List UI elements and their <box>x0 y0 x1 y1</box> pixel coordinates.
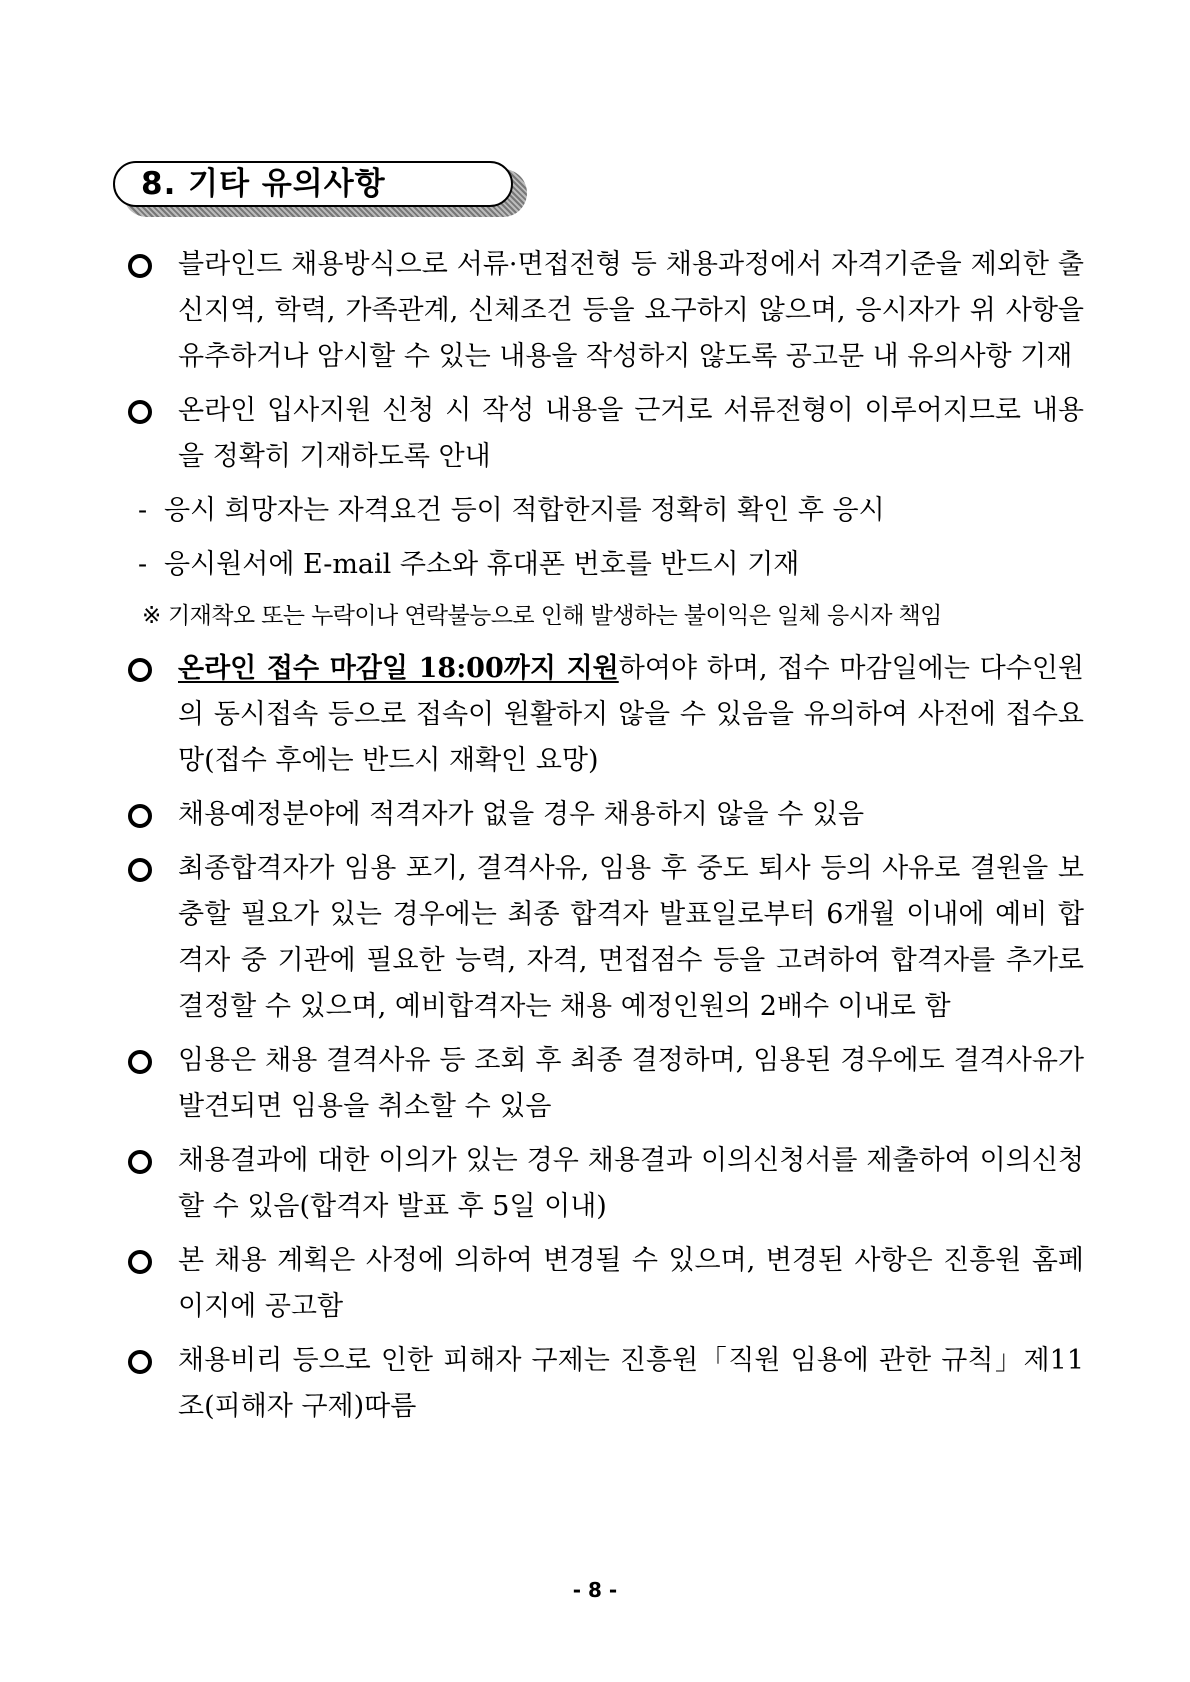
notice-text: 온라인 입사지원 신청 시 작성 내용을 근거로 서류전형이 이루어지므로 내용을 정확히 기재하도록 안내 <box>178 395 1084 472</box>
notice-list <box>128 242 1084 1438</box>
notice-text: 채용결과에 대한 이의가 있는 경우 채용결과 이의신청서를 제출하여 이의신청 할 수 있음(합격자 발표 후 5일 이내) <box>178 1145 1084 1222</box>
circle-bullet-icon <box>128 1250 152 1274</box>
notice-text: 최종합격자가 임용 포기, 결격사유, 임용 후 중도 퇴사 등의 사유로 결원을 보충할 필요가 있는 경우에는 최종 합격자 발표일로부터 6개월 이내에 예비 합격자 중 기관에 필요한 능력, 자격, 면접점수 등을 고려하여 합격자를 추가로 결정할 수 있으며, 예비합격자는 채용 예정인원의 2배수 이내로 함 <box>178 853 1084 1022</box>
note-applicant-responsibility <box>128 596 1084 636</box>
notice-item-reserve-candidates <box>128 846 1084 1030</box>
section-header <box>113 161 527 215</box>
dash-bullet: - <box>138 549 148 580</box>
note-text: 기재착오 또는 누락이나 연락불능으로 인해 발생하는 불이익은 일체 응시자 책임 <box>168 603 942 629</box>
circle-bullet-icon <box>128 400 152 424</box>
page-number: - 8 - <box>572 1578 618 1602</box>
reference-mark: ※ <box>142 603 161 629</box>
deadline-emphasis: 온라인 접수 마감일 18:00까지 지원 <box>178 653 619 684</box>
section-title: 8. 기타 유의사항 <box>141 166 386 202</box>
dash-bullet: - <box>138 495 148 526</box>
circle-bullet-icon <box>128 1150 152 1174</box>
circle-bullet-icon <box>128 858 152 882</box>
sub-item-contact-info <box>128 542 1084 588</box>
notice-text: 블라인드 채용방식으로 서류·면접전형 등 채용과정에서 자격기준을 제외한 출신지역, 학력, 가족관계, 신체조건 등을 요구하지 않으며, 응시자가 위 사항을 유추하거나 암시할 수 있는 내용을 작성하지 않도록 공고문 내 유의사항 기재 <box>178 249 1084 372</box>
circle-bullet-icon <box>128 254 152 278</box>
notice-text: 본 채용 계획은 사정에 의하여 변경될 수 있으며, 변경된 사항은 진흥원 홈페이지에 공고함 <box>178 1245 1084 1322</box>
notice-text: 채용비리 등으로 인한 피해자 구제는 진흥원「직원 임용에 관한 규칙」제11조(피해자 구제)따름 <box>178 1345 1084 1422</box>
circle-bullet-icon <box>128 658 152 682</box>
circle-bullet-icon <box>128 1050 152 1074</box>
notice-text: 하여야 하며, 접수 마감일에는 다수인원의 동시접속 등으로 접속이 원활하지 않을 수 있음을 유의하여 사전에 접수요망(접수 후에는 반드시 재확인 요망) <box>178 653 1084 776</box>
notice-item-victim-relief <box>128 1338 1084 1430</box>
notice-item-online-application <box>128 388 1084 480</box>
notice-item-plan-change <box>128 1238 1084 1330</box>
circle-bullet-icon <box>128 1350 152 1374</box>
notice-text: 채용예정분야에 적격자가 없을 경우 채용하지 않을 수 있음 <box>178 799 865 830</box>
circle-bullet-icon <box>128 804 152 828</box>
notice-item-deadline <box>128 646 1084 784</box>
sub-item-text: 응시원서에 E-mail 주소와 휴대폰 번호를 반드시 기재 <box>164 549 800 580</box>
sub-item-text: 응시 희망자는 자격요건 등이 적합한지를 정확히 확인 후 응시 <box>164 495 885 526</box>
notice-item-blind-hiring <box>128 242 1084 380</box>
sub-item-check-requirements <box>128 488 1084 534</box>
notice-text: 임용은 채용 결격사유 등 조회 후 최종 결정하며, 임용된 경우에도 결격사유가 발견되면 임용을 취소할 수 있음 <box>178 1045 1084 1122</box>
notice-item-no-qualified <box>128 792 1084 838</box>
notice-item-objection <box>128 1138 1084 1230</box>
notice-item-disqualification <box>128 1038 1084 1130</box>
